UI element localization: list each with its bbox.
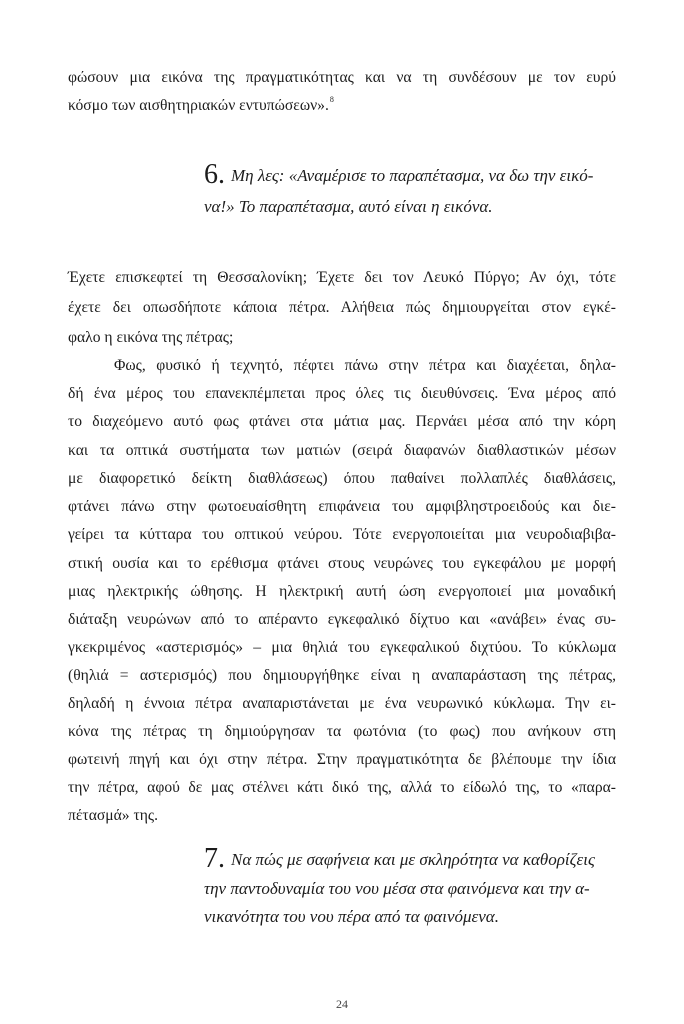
section-6-heading-text-1: Μη λες: «Αναμέρισε το παραπέτασμα, να δω την εικό- <box>231 166 594 185</box>
paragraph-2-line-13: δηλαδή η έννοια πέτρα αναπαριστάνεται με ένα νευρωνικό κύκλωμα. Την ει- <box>68 695 616 712</box>
paragraph-2-line-5: με διαφορετικό δείκτη διαθλάσεως) όπου παθαίνει πολλαπλές διαθλάσεις, <box>68 470 616 487</box>
section-7-heading-line-1 <box>204 843 595 874</box>
top-paragraph-line-2-text: κόσμο των αισθητηριακών εντυπώσεων». <box>68 97 329 114</box>
section-7-heading-line-2: την παντοδυναμία του νου μέσα στα φαινόμενα και την α- <box>204 879 590 898</box>
paragraph-2-line-17: πέτασμά» της. <box>68 807 158 824</box>
paragraph-2-line-8: στική ουσία και το ερέθισμα φτάνει στους νευρώνες του εγκεφάλου με μορφή <box>68 555 616 572</box>
top-paragraph-line-1: φώσουν μια εικόνα της πραγματικότητας και να τη συνδέσουν με τον ευρύ <box>68 69 616 86</box>
paragraph-2-line-10: διάταξη νευρώνων από το απέραντο εγκεφαλικό δίχτυο και «ανάβει» ένας συ- <box>68 611 616 628</box>
paragraph-2-line-15: φωτεινή πηγή και όχι στην πέτρα. Στην πραγματικότητα δε βλέπουμε την ίδια <box>68 751 616 768</box>
section-7-number: 7. <box>204 843 225 874</box>
paragraph-2-line-12: (θηλιά = αστερισμός) που δημιουργήθηκε είναι η αναπαράσταση της πέτρας, <box>68 667 616 684</box>
paragraph-2-line-6: φτάνει πάνω στην φωτοευαίσθητη επιφάνεια του αμφιβληστροειδούς και διε- <box>68 498 616 515</box>
paragraph-1-line-1: Έχετε επισκεφτεί τη Θεσσαλονίκη; Έχετε δει τον Λευκό Πύργο; Αν όχι, τότε <box>68 269 616 286</box>
paragraph-1-line-2: έχετε δει οπωσδήποτε κάποια πέτρα. Αλήθεια πώς δημιουργείται στον εγκέ- <box>68 299 616 316</box>
page-number: 24 <box>336 997 348 1011</box>
section-6-number: 6. <box>204 159 225 190</box>
paragraph-2-line-11: γκεκριμένος «αστερισμός» – μια θηλιά του εγκεφαλικού διχτύου. Το κύκλωμα <box>68 639 616 656</box>
paragraph-2-line-4: και τα οπτικά συστήματα των ματιών (σειρά διαφανών διαθλαστικών μέσων <box>68 442 616 459</box>
paragraph-2-line-9: μιας ηλεκτρικής ώθησης. Η ηλεκτρική αυτή ώση ενεργοποιεί μια μοναδική <box>68 583 616 600</box>
paragraph-1-line-3: φαλο η εικόνα της πέτρας; <box>68 329 234 346</box>
paragraph-2-line-7: γείρει τα κύτταρα του οπτικού νεύρου. Τότε ενεργοποιείται μια νευροδιαβιβα- <box>68 526 616 543</box>
section-6-heading-line-2: να!» Το παραπέτασμα, αυτό είναι η εικόνα. <box>204 197 493 216</box>
paragraph-2-line-14: κόνα της πέτρας τη δημιούργησαν τα φωτόνια (το φως) που ανήκουν στη <box>68 723 616 740</box>
paragraph-2-line-1: Φως, φυσικό ή τεχνητό, πέφτει πάνω στην πέτρα και διαχέεται, δηλα- <box>114 357 616 374</box>
paragraph-2-line-3: το διαχεόμενο αυτό φως φτάνει στα μάτια μας. Περνάει μέσα από την κόρη <box>68 413 616 430</box>
paragraph-2-line-16: την πέτρα, αφού δε μας στέλνει κάτι δικό της, αλλά το είδωλό της, το «παρα- <box>68 779 616 796</box>
top-paragraph-line-2 <box>68 96 616 116</box>
footnote-marker: 8 <box>329 95 334 104</box>
paragraph-2-line-2: δή ένα μέρος του επανεκπέμπεται προς όλες τις διευθύνσεις. Ένα μέρος από <box>68 385 616 402</box>
section-6-heading-line-1 <box>204 159 594 190</box>
section-7-heading-line-3: νικανότητα του νου πέρα από τα φαινόμενα. <box>204 907 499 926</box>
section-7-heading-text-1: Να πώς με σαφήνεια και με σκληρότητα να καθορίζεις <box>231 850 595 869</box>
